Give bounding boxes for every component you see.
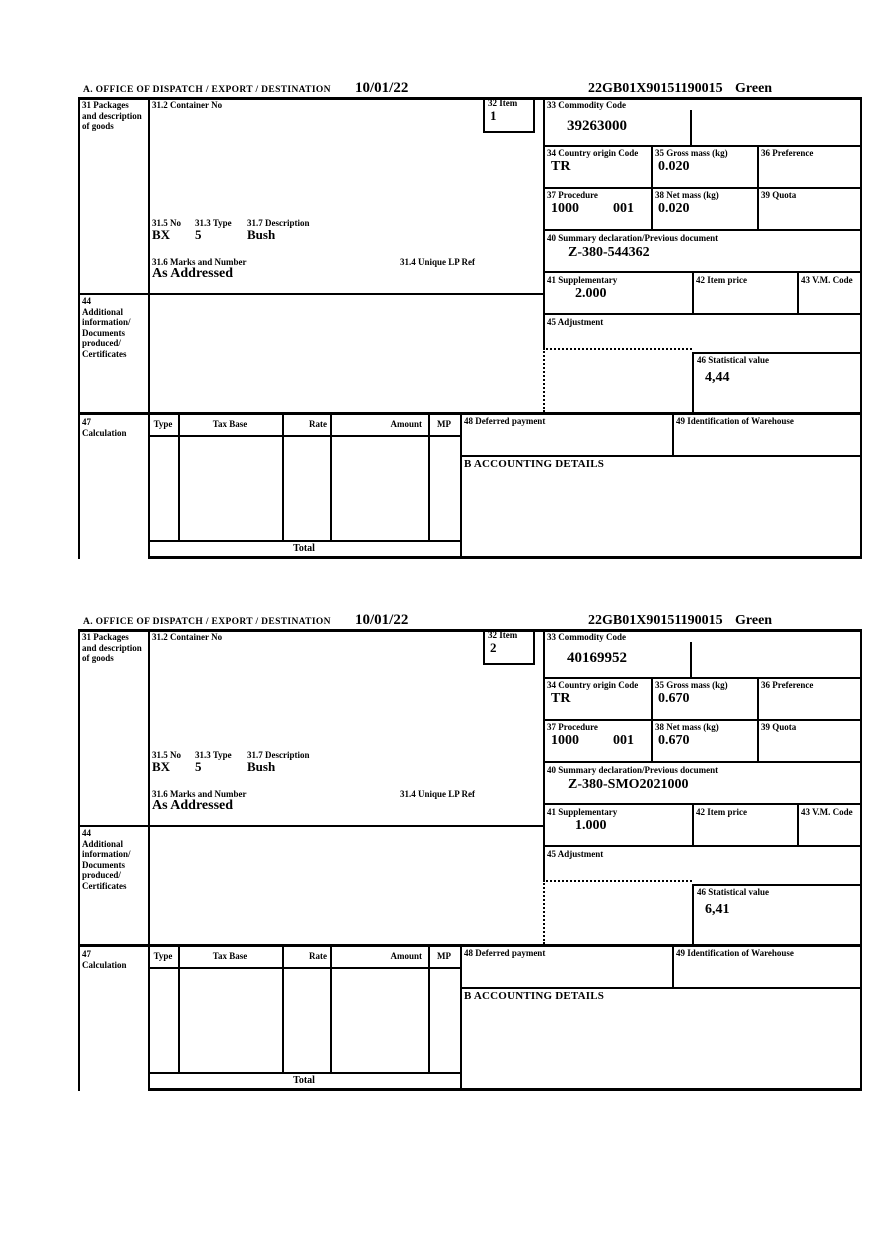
supplementary-value: 2.000 xyxy=(575,286,607,301)
package-type-value: 5 xyxy=(195,759,202,774)
grid-line xyxy=(860,97,862,559)
procedure-value-1: 1000 xyxy=(551,201,579,216)
commodity-code-divider xyxy=(690,642,692,677)
warehouse-id-label: 49 Identification of Warehouse xyxy=(676,948,794,958)
grid-line xyxy=(543,845,862,847)
calculation-label xyxy=(82,949,144,970)
statistical-value-label: 46 Statistical value xyxy=(697,355,769,365)
grid-dotted-line xyxy=(543,880,545,944)
item-number: 2 xyxy=(490,640,497,655)
box47-text: Calculation xyxy=(82,959,127,970)
calc-header-rate: Rate xyxy=(309,951,327,961)
grid-line xyxy=(460,455,860,457)
container-no-label: 31.2 Container No xyxy=(152,632,223,642)
unique-lp-ref-label: 31.4 Unique LP Ref xyxy=(400,789,476,799)
grid-line xyxy=(148,97,150,559)
gross-mass-label: 35 Gross mass (kg) xyxy=(655,148,728,158)
box44-text: Additional information/ Documents produced/ Certificates xyxy=(82,838,131,892)
package-no-label: 31.5 No xyxy=(152,750,181,760)
grid-line xyxy=(148,967,460,969)
summary-declaration-value: Z-380-SMO2021000 xyxy=(568,777,689,792)
calc-header-mp: MP xyxy=(437,951,451,961)
grid-line xyxy=(543,97,545,348)
commodity-code-label: 33 Commodity Code xyxy=(547,632,626,642)
grid-line xyxy=(692,884,694,944)
grid-line xyxy=(148,629,150,1091)
procedure-value-2: 001 xyxy=(613,201,634,216)
movement-reference: 22GB01X90151190015 xyxy=(588,613,723,628)
calculation-label xyxy=(82,417,144,438)
gross-mass-value: 0.020 xyxy=(658,159,690,174)
adjustment-label: 45 Adjustment xyxy=(547,849,604,859)
item-price-label: 42 Item price xyxy=(696,275,747,285)
package-type-label: 31.3 Type xyxy=(195,218,232,228)
warehouse-id-label: 49 Identification of Warehouse xyxy=(676,416,794,426)
item-label: 32 Item xyxy=(488,98,518,108)
commodity-code-value: 39263000 xyxy=(567,118,627,134)
grid-line xyxy=(460,412,462,559)
grid-line xyxy=(543,803,862,805)
preference-label: 36 Preference xyxy=(761,680,814,690)
summary-declaration-value: Z-380-544362 xyxy=(568,245,650,260)
grid-line xyxy=(148,540,462,542)
grid-line xyxy=(692,884,862,886)
package-desc-value: Bush xyxy=(247,227,276,242)
gross-mass-value: 0.670 xyxy=(658,691,690,706)
sheet-header xyxy=(78,608,862,629)
marks-value: As Addressed xyxy=(152,798,234,813)
grid-line xyxy=(757,145,759,229)
office-of-dispatch-label: A. OFFICE OF DISPATCH / EXPORT / DESTINATION xyxy=(83,85,331,95)
accounting-details-label: B ACCOUNTING DETAILS xyxy=(464,458,605,470)
net-mass-label: 38 Net mass (kg) xyxy=(655,722,719,732)
package-no-value: BX xyxy=(152,759,171,774)
procedure-value-2: 001 xyxy=(613,733,634,748)
gross-mass-label: 35 Gross mass (kg) xyxy=(655,680,728,690)
grid-line xyxy=(672,944,674,987)
package-desc-label: 31.7 Description xyxy=(247,750,310,760)
form-grid xyxy=(78,629,862,1094)
calc-header-mp: MP xyxy=(437,419,451,429)
calc-header-type: Type xyxy=(153,951,173,961)
net-mass-value: 0.020 xyxy=(658,201,690,216)
marks-and-number-label: 31.6 Marks and Number xyxy=(152,789,247,799)
box44-text: Additional information/ Documents produced/ Certificates xyxy=(82,306,131,360)
package-desc-value: Bush xyxy=(247,759,276,774)
grid-dotted-line xyxy=(543,880,692,882)
grid-line xyxy=(78,293,545,295)
grid-line xyxy=(797,803,799,845)
item-number: 1 xyxy=(490,108,497,123)
routing-status: Green xyxy=(735,613,773,628)
net-mass-label: 38 Net mass (kg) xyxy=(655,190,719,200)
calc-header-amount: Amount xyxy=(390,951,422,961)
additional-information-label xyxy=(82,828,144,892)
grid-line xyxy=(692,352,694,412)
grid-line xyxy=(692,803,694,845)
grid-line xyxy=(757,677,759,761)
grid-line xyxy=(543,677,862,679)
country-origin-value: TR xyxy=(551,691,571,706)
summary-declaration-label: 40 Summary declaration/Previous document xyxy=(547,765,719,775)
summary-declaration-label: 40 Summary declaration/Previous document xyxy=(547,233,719,243)
date-value: 10/01/22 xyxy=(355,80,409,96)
grid-line xyxy=(543,761,862,763)
deferred-payment-label: 48 Deferred payment xyxy=(464,416,546,426)
calc-header-type: Type xyxy=(153,419,173,429)
total-label: Total xyxy=(293,1075,315,1086)
grid-line xyxy=(543,313,862,315)
item-box xyxy=(483,97,535,133)
grid-line xyxy=(148,1072,462,1074)
grid-line xyxy=(543,145,862,147)
country-origin-value: TR xyxy=(551,159,571,174)
calc-header-tax-base: Tax Base xyxy=(212,951,248,961)
declaration-sheet-item-1 xyxy=(78,76,862,562)
vm-code-label: 43 V.M. Code xyxy=(801,807,853,817)
grid-line xyxy=(651,677,653,761)
adjustment-label: 45 Adjustment xyxy=(547,317,604,327)
grid-line xyxy=(543,271,862,273)
procedure-label: 37 Procedure xyxy=(547,190,598,200)
grid-line xyxy=(460,944,462,1091)
grid-line xyxy=(543,187,862,189)
quota-label: 39 Quota xyxy=(761,190,797,200)
grid-line xyxy=(543,629,545,880)
grid-line xyxy=(460,987,860,989)
statistical-value: 6,41 xyxy=(705,902,730,917)
commodity-code-value: 40169952 xyxy=(567,650,627,666)
item-box xyxy=(483,629,535,665)
calc-header-amount: Amount xyxy=(390,419,422,429)
accounting-details-label: B ACCOUNTING DETAILS xyxy=(464,990,605,1002)
form-grid xyxy=(78,97,862,562)
supplementary-label: 41 Supplementary xyxy=(547,807,618,817)
packages-description-label: 31 Packages and description of goods xyxy=(82,100,142,132)
grid-line xyxy=(543,719,862,721)
commodity-code-divider xyxy=(690,110,692,145)
office-of-dispatch-label: A. OFFICE OF DISPATCH / EXPORT / DESTINATION xyxy=(83,617,331,627)
country-origin-label: 34 Country origin Code xyxy=(547,680,639,690)
box47-text: Calculation xyxy=(82,427,127,438)
supplementary-value: 1.000 xyxy=(575,818,607,833)
grid-line xyxy=(860,629,862,1091)
quota-label: 39 Quota xyxy=(761,722,797,732)
declaration-sheet-item-2 xyxy=(78,608,862,1094)
container-no-label: 31.2 Container No xyxy=(152,100,223,110)
procedure-value-1: 1000 xyxy=(551,733,579,748)
commodity-code-label: 33 Commodity Code xyxy=(547,100,626,110)
box47-number: 47 xyxy=(82,949,91,959)
package-desc-label: 31.7 Description xyxy=(247,218,310,228)
box44-number: 44 xyxy=(82,828,91,838)
vm-code-label: 43 V.M. Code xyxy=(801,275,853,285)
routing-status: Green xyxy=(735,81,773,96)
calc-header-tax-base: Tax Base xyxy=(212,419,248,429)
preference-label: 36 Preference xyxy=(761,148,814,158)
package-no-label: 31.5 No xyxy=(152,218,181,228)
grid-line xyxy=(672,412,674,455)
grid-line xyxy=(692,271,694,313)
grid-line xyxy=(797,271,799,313)
grid-line xyxy=(148,556,862,559)
box44-number: 44 xyxy=(82,296,91,306)
statistical-value-label: 46 Statistical value xyxy=(697,887,769,897)
sheet-header xyxy=(78,76,862,97)
marks-and-number-label: 31.6 Marks and Number xyxy=(152,257,247,267)
item-label: 32 Item xyxy=(488,630,518,640)
total-label: Total xyxy=(293,543,315,554)
package-type-label: 31.3 Type xyxy=(195,750,232,760)
grid-line xyxy=(78,97,80,559)
statistical-value: 4,44 xyxy=(705,370,730,385)
additional-information-label xyxy=(82,296,144,360)
item-price-label: 42 Item price xyxy=(696,807,747,817)
deferred-payment-label: 48 Deferred payment xyxy=(464,948,546,958)
net-mass-value: 0.670 xyxy=(658,733,690,748)
grid-dotted-line xyxy=(543,348,692,350)
supplementary-label: 41 Supplementary xyxy=(547,275,618,285)
country-origin-label: 34 Country origin Code xyxy=(547,148,639,158)
grid-line xyxy=(148,1088,862,1091)
grid-line xyxy=(148,435,460,437)
box47-number: 47 xyxy=(82,417,91,427)
date-value: 10/01/22 xyxy=(355,612,409,628)
marks-value: As Addressed xyxy=(152,266,234,281)
packages-description-label: 31 Packages and description of goods xyxy=(82,632,142,664)
grid-line xyxy=(78,629,80,1091)
calc-header-rate: Rate xyxy=(309,419,327,429)
movement-reference: 22GB01X90151190015 xyxy=(588,81,723,96)
grid-line xyxy=(543,229,862,231)
grid-line xyxy=(651,145,653,229)
grid-line xyxy=(78,825,545,827)
grid-dotted-line xyxy=(543,348,545,412)
grid-line xyxy=(692,352,862,354)
package-type-value: 5 xyxy=(195,227,202,242)
package-no-value: BX xyxy=(152,227,171,242)
unique-lp-ref-label: 31.4 Unique LP Ref xyxy=(400,257,476,267)
procedure-label: 37 Procedure xyxy=(547,722,598,732)
